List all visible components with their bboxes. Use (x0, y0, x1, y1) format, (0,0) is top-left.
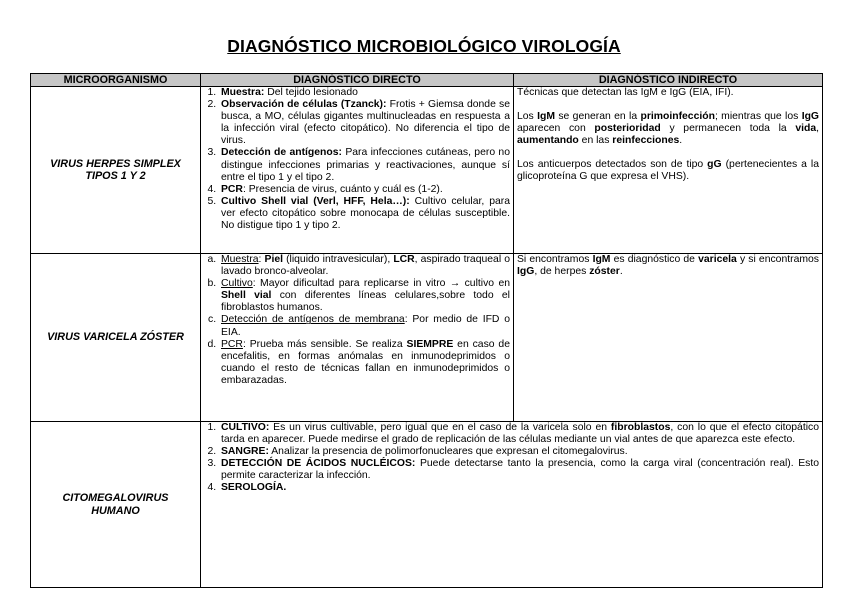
list-item: 4. SEROLOGÍA. (219, 482, 819, 494)
table-row (31, 422, 823, 588)
list-item: 5. Cultivo Shell vial (Verl, HFF, Hela…): Cultivo celular, para ver efecto citopático sobre monocapa de células susceptible. No distigue tipo 1 y tipo 2. (219, 196, 510, 232)
list-item: 4. PCR: Presencia de virus, cuánto y cuál es (1-2). (219, 184, 510, 196)
microorganism-cell: VIRUS HERPES SIMPLEX TIPOS 1 Y 2 (31, 87, 201, 254)
indirect-paragraph: Técnicas que detectan las IgM e IgG (EIA, IFI). (517, 87, 734, 98)
microorganism-cell: CITOMEGALOVIRUS HUMANO (31, 422, 201, 588)
diagnosis-merged-cell (201, 422, 823, 588)
list-item: 2. Observación de células (Tzanck): Frotis + Giemsa donde se busca, a MO, células gigantes multinucleadas en respuesta a la infección viral (efecto citopático). No diferencia el tipo de virus. (219, 99, 510, 147)
list-item: 1. CULTIVO: Es un virus cultivable, pero igual que en el caso de la varicela solo en fibroblastos, con lo que el efecto citopático tarda en aparecer. Puede medirse el grado de replicación de las células mediante un vial antes de que aparezca este efecto. (219, 422, 819, 446)
indirect-diagnosis-cell (514, 254, 823, 422)
table-row (31, 254, 823, 422)
list-item: a. Muestra: Piel (liquido intravesicular), LCR, aspirado traqueal o lavado bronco-alveolar. (219, 254, 510, 278)
indirect-paragraph: Los anticuerpos detectados son de tipo gG (pertenecientes a la glicoproteína G que expresa el VHS). (517, 159, 819, 183)
header-direct: DIAGNÓSTICO DIRECTO (201, 74, 514, 87)
indirect-paragraph: Los IgM se generan en la primoinfección; mientras que los IgG aparecen con posterioridad y permanecen toda la vida, aumentando en las reinfecciones. (517, 111, 820, 147)
indirect-diagnosis-cell (514, 87, 823, 254)
header-microorganism: MICROORGANISMO (31, 74, 201, 87)
table-header-row (31, 74, 823, 87)
list-item: 3. DETECCIÓN DE ÁCIDOS NUCLÉICOS: Puede detectarse tanto la presencia, como la carga viral (concentración real). Esto permite caracterizar la infección. (219, 458, 819, 482)
virology-table (30, 73, 823, 588)
list-item: 3. Detección de antígenos: Para infecciones cutáneas, pero no distingue infecciones primarias y reactivaciones, aunque sí entre el tipo 1 y el tipo 2. (219, 147, 510, 183)
table-row (31, 87, 823, 254)
direct-list (204, 254, 510, 387)
page-title: DIAGNÓSTICO MICROBIOLÓGICO VIROLOGÍA (227, 36, 621, 56)
header-indirect: DIAGNÓSTICO INDIRECTO (514, 74, 823, 87)
microorganism-cell: VIRUS VARICELA ZÓSTER (31, 254, 201, 422)
list-item: 2. SANGRE: Analizar la presencia de polimorfonucleares que expresan el citomegalovirus. (219, 446, 819, 458)
list-item: b. Cultivo: Mayor dificultad para replicarse in vitro → cultivo en Shell vial con diferentes líneas celulares,sobre todo el fibroblastos humanos. (219, 278, 510, 314)
list-item: c. Detección de antígenos de membrana: Por medio de IFD o EIA. (219, 314, 510, 338)
indirect-paragraph: Si encontramos IgM es diagnóstico de varicela y si encontramos IgG, de herpes zóster. (517, 254, 819, 278)
list-item: d. PCR: Prueba más sensible. Se realiza SIEMPRE en caso de encefalitis, en formas anómalas en inmunodeprimidos o cuando el resto de técnicas fallan en inmunodeprimidos o embarazadas. (219, 339, 510, 387)
direct-diagnosis-cell (201, 87, 514, 254)
list-item: 1. Muestra: Del tejido lesionado (219, 87, 510, 99)
cmv-list (204, 422, 819, 495)
direct-list (204, 87, 510, 232)
direct-diagnosis-cell (201, 254, 514, 422)
